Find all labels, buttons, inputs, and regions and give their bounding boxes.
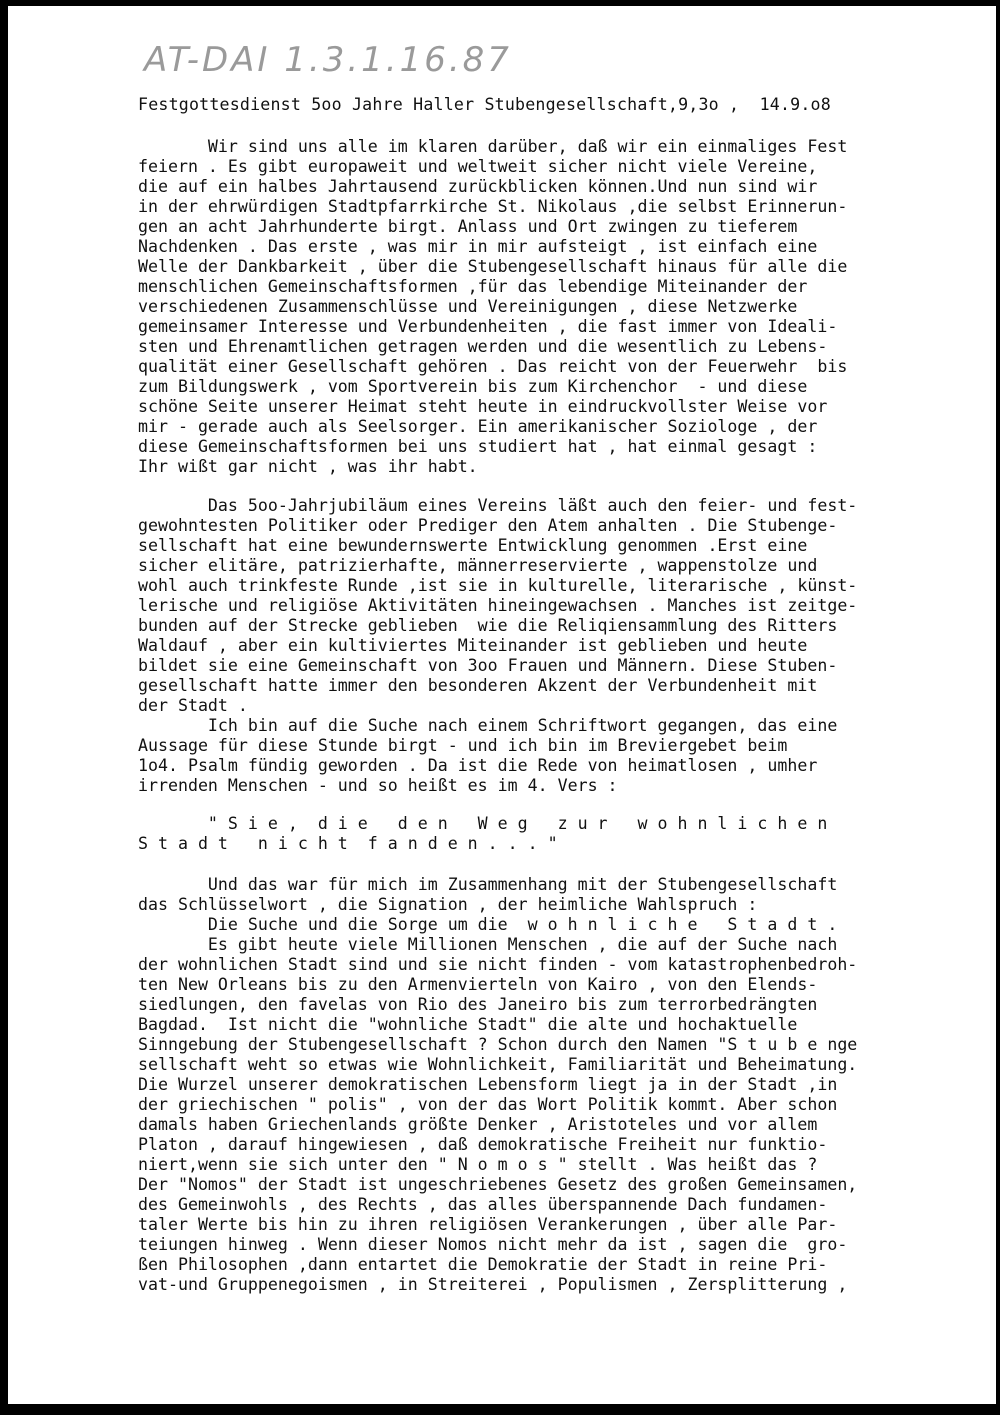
text-line: Und das war für mich im Zusammenhang mit der Stubengesellschaft — [138, 875, 838, 894]
text-line: S t a d t n i c h t f a n d e n . . . " — [138, 834, 558, 853]
text-line: gen an acht Jahrhunderte birgt. Anlass und Ort zwingen zu tieferem — [138, 217, 798, 236]
text-line: mir - gerade auch als Seelsorger. Ein amerikanischer Soziologe , der — [138, 417, 818, 436]
text-line: Platon , darauf hingewiesen , daß demokratische Freiheit nur funktio- — [138, 1135, 828, 1154]
text-line: taler Werte bis hin zu ihren religiösen Verankerungen , über alle Par- — [138, 1215, 838, 1234]
text-line: " S i e , d i e d e n W e g z u r w o h n l i c h e n — [138, 814, 828, 833]
text-line: der Stadt . — [138, 696, 248, 715]
text-line: 1o4. Psalm fündig geworden . Da ist die Rede von heimatlosen , umher — [138, 756, 818, 775]
paragraph-1 — [138, 137, 847, 477]
text-line: das Schlüsselwort , die Signation , der heimliche Wahlspruch : — [138, 895, 758, 914]
archive-reference-handwritten: AT-DAI 1.3.1.16.87 — [144, 40, 512, 80]
text-line: siedlungen, den favelas von Rio des Janeiro bis zum terrorbedrängten — [138, 995, 818, 1014]
paragraph-2 — [138, 496, 857, 796]
text-line: sellschaft hat eine bewundernswerte Entwicklung genommen .Erst eine — [138, 536, 808, 555]
text-line: Es gibt heute viele Millionen Menschen , die auf der Suche nach — [138, 935, 838, 954]
text-line: bunden auf der Strecke geblieben wie die Reliqiensammlung des Ritters — [138, 616, 838, 635]
text-line: der griechischen " polis" , von der das Wort Politik kommt. Aber schon — [138, 1095, 838, 1114]
text-line: vat-und Gruppenegoismen , in Streiterei , Populismen , Zersplitterung , — [138, 1275, 848, 1294]
text-line: Welle der Dankbarkeit , über die Stubengesellschaft hinaus für alle die — [138, 257, 848, 276]
text-line: sten und Ehrenamtlichen getragen werden und die wesentlich zu Lebens- — [138, 337, 828, 356]
text-line: wohl auch trinkfeste Runde ,ist sie in kulturelle, literarische , künst- — [138, 576, 858, 595]
text-line: sellschaft weht so etwas wie Wohnlichkeit, Familiarität und Beheimatung. — [138, 1055, 858, 1074]
text-line: irrenden Menschen - und so heißt es im 4. Vers : — [138, 776, 618, 795]
text-line: Aussage für diese Stunde birgt - und ich bin im Breviergebet beim — [138, 736, 788, 755]
text-line: lerische und religiöse Aktivitäten hineingewachsen . Manches ist zeitge- — [138, 596, 858, 615]
document-page — [8, 6, 996, 1404]
text-line: gewohntesten Politiker oder Prediger den Atem anhalten . Die Stubenge- — [138, 516, 838, 535]
text-line: Die Wurzel unserer demokratischen Lebensform liegt ja in der Stadt ,in — [138, 1075, 838, 1094]
text-line: Sinngebung der Stubengesellschaft ? Schon durch den Namen "S t u b e nge — [138, 1035, 858, 1054]
text-line: Bagdad. Ist nicht die "wohnliche Stadt" die alte und hochaktuelle — [138, 1015, 798, 1034]
text-line: Der "Nomos" der Stadt ist ungeschriebenes Gesetz des großen Gemeinsamen, — [138, 1175, 858, 1194]
psalm-quote — [138, 814, 827, 854]
text-line: des Gemeinwohls , des Rechts , das alles überspannende Dach fundamen- — [138, 1195, 828, 1214]
text-line: in der ehrwürdigen Stadtpfarrkirche St. Nikolaus ,die selbst Erinnerun- — [138, 197, 848, 216]
text-line: damals haben Griechenlands größte Denker , Aristoteles und vor allem — [138, 1115, 818, 1134]
text-line: der wohnlichen Stadt sind und sie nicht finden - vom katastrophenbedroh- — [138, 955, 858, 974]
text-line: Ich bin auf die Suche nach einem Schriftwort gegangen, das eine — [138, 716, 838, 735]
text-line: qualität einer Gesellschaft gehören . Das reicht von der Feuerwehr bis — [138, 357, 848, 376]
text-line: menschlichen Gemeinschaftsformen ,für das lebendige Miteinander der — [138, 277, 808, 296]
text-line: ten New Orleans bis zu den Armenvierteln von Kairo , von den Elends- — [138, 975, 818, 994]
text-line: gesellschaft hatte immer den besonderen Akzent der Verbundenheit mit — [138, 676, 818, 695]
text-line: Wir sind uns alle im klaren darüber, daß wir ein einmaliges Fest — [138, 137, 848, 156]
text-line: Ihr wißt gar nicht , was ihr habt. — [138, 457, 478, 476]
text-line: sicher elitäre, patrizierhafte, männerreservierte , wappenstolze und — [138, 556, 818, 575]
text-line: feiern . Es gibt europaweit und weltweit sicher nicht viele Vereine, — [138, 157, 818, 176]
text-line: verschiedenen Zusammenschlüsse und Vereinigungen , diese Netzwerke — [138, 297, 798, 316]
text-line: Das 5oo-Jahrjubiläum eines Vereins läßt auch den feier- und fest- — [138, 496, 858, 515]
text-line: Waldauf , aber ein kultiviertes Miteinander ist geblieben und heute — [138, 636, 808, 655]
text-line: schöne Seite unserer Heimat steht heute in eindruckvollster Weise vor — [138, 397, 828, 416]
text-line: Nachdenken . Das erste , was mir in mir aufsteigt , ist einfach eine — [138, 237, 818, 256]
paragraph-3 — [138, 875, 857, 1295]
text-line: bildet sie eine Gemeinschaft von 3oo Frauen und Männern. Diese Stuben- — [138, 656, 838, 675]
text-line: zum Bildungswerk , vom Sportverein bis zum Kirchenchor - und diese — [138, 377, 808, 396]
text-line: ßen Philosophen ,dann entartet die Demokratie der Stadt in reine Pri- — [138, 1255, 828, 1274]
text-line: diese Gemeinschaftsformen bei uns studiert hat , hat einmal gesagt : — [138, 437, 818, 456]
document-heading: Festgottesdienst 5oo Jahre Haller Stubengesellschaft,9,3o , 14.9.o8 — [138, 95, 831, 114]
text-line: teiungen hinweg . Wenn dieser Nomos nicht mehr da ist , sagen die gro- — [138, 1235, 848, 1254]
text-line: Die Suche und die Sorge um die w o h n l i c h e S t a d t . — [138, 915, 838, 934]
text-line: gemeinsamer Interesse und Verbundenheiten , die fast immer von Ideali- — [138, 317, 838, 336]
text-line: die auf ein halbes Jahrtausend zurückblicken können.Und nun sind wir — [138, 177, 818, 196]
text-line: niert,wenn sie sich unter den " N o m o s " stellt . Was heißt das ? — [138, 1155, 818, 1174]
